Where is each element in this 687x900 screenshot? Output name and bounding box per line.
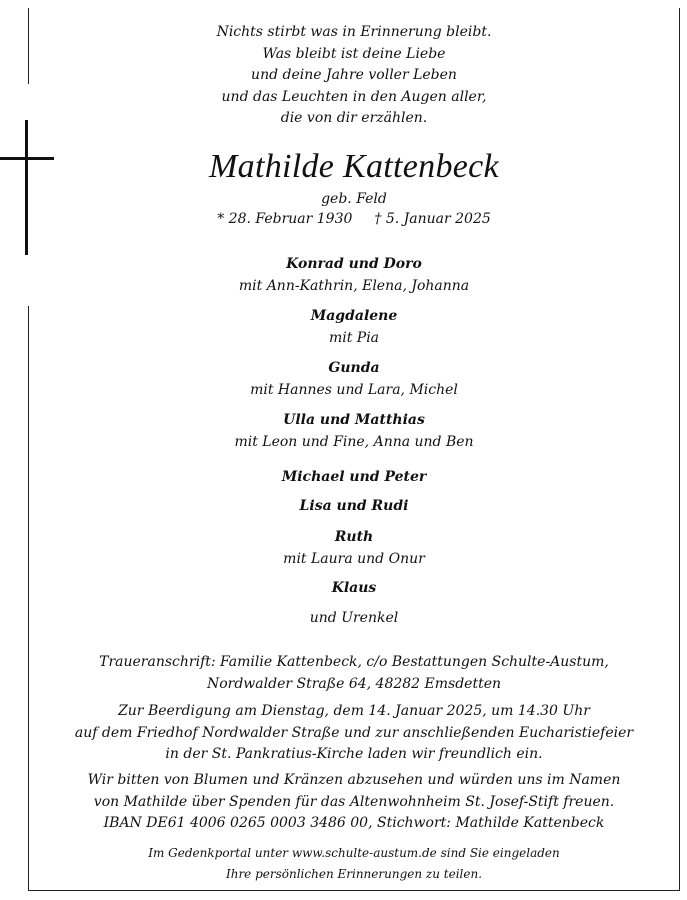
poem-line: Nichts stirbt was in Erinnerung bleibt.	[216, 24, 492, 40]
mourner-with: mit Laura und Onur	[283, 551, 425, 567]
poem-line: Was bleibt ist deine Liebe	[262, 45, 446, 62]
maiden-name: geb. Feld	[321, 191, 387, 207]
mourner-name: Ulla und Matthias	[283, 412, 425, 428]
mourner-name: Klaus	[331, 580, 377, 596]
poem-line: und deine Jahre voller Leben	[251, 67, 457, 83]
funeral-line: Zur Beerdigung am Dienstag, dem 14. Januar 2025, um 14.30 Uhr	[118, 703, 590, 719]
donation-line: IBAN DE61 4006 0265 0003 3486 00, Stichwort: Mathilde Kattenbeck	[103, 815, 605, 831]
funeral-info	[28, 701, 680, 766]
life-dates	[28, 209, 680, 229]
address-line: Nordwalder Straße 64, 48282 Emsdetten	[206, 675, 502, 692]
funeral-line: auf dem Friedhof Nordwalder Straße und zur anschließenden Eucharistiefeier	[74, 724, 634, 741]
mourner-name: Konrad und Doro	[286, 256, 422, 272]
portal-line: Ihre persönlichen Erinnerungen zu teilen.	[225, 867, 483, 881]
poem	[28, 22, 680, 130]
mourner-name: Michael und Peter	[281, 469, 427, 485]
mourner-name: Magdalene	[310, 308, 398, 324]
mourner-name: Gunda	[328, 360, 380, 376]
mourner-with: mit Leon und Fine, Anna und Ben	[234, 434, 474, 450]
poem-line: die von dir erzählen.	[280, 110, 428, 126]
donation-line: von Mathilde über Spenden für das Altenwohnheim St. Josef-Stift freuen.	[93, 793, 615, 810]
donation-info	[28, 770, 680, 835]
donation-line: Wir bitten von Blumen und Kränzen abzusehen und würden uns im Namen	[87, 772, 621, 788]
mourner-with: mit Hannes und Lara, Michel	[250, 382, 458, 398]
deceased-name: Mathilde Kattenbeck	[209, 148, 499, 185]
mourner-with: mit Ann-Kathrin, Elena, Johanna	[238, 278, 470, 294]
mourner-with: und Urenkel	[309, 610, 399, 626]
address-line: Traueranschrift: Familie Kattenbeck, c/o Bestattungen Schulte-Austum,	[99, 654, 609, 670]
poem-line: und das Leuchten in den Augen aller,	[221, 88, 487, 105]
mourner-name: Lisa und Rudi	[299, 498, 409, 514]
portal-line: Im Gedenkportal unter www.schulte-austum.de sind Sie eingeladen	[148, 846, 560, 860]
birth-date: * 28. Februar 1930	[217, 211, 353, 227]
address	[28, 652, 680, 695]
mourner-name: Ruth	[334, 529, 374, 545]
portal-info	[28, 843, 680, 885]
mourner-with: mit Pia	[328, 330, 380, 346]
funeral-line: in der St. Pankratius-Kirche laden wir freundlich ein.	[165, 746, 543, 762]
death-date: † 5. Januar 2025	[374, 211, 491, 227]
